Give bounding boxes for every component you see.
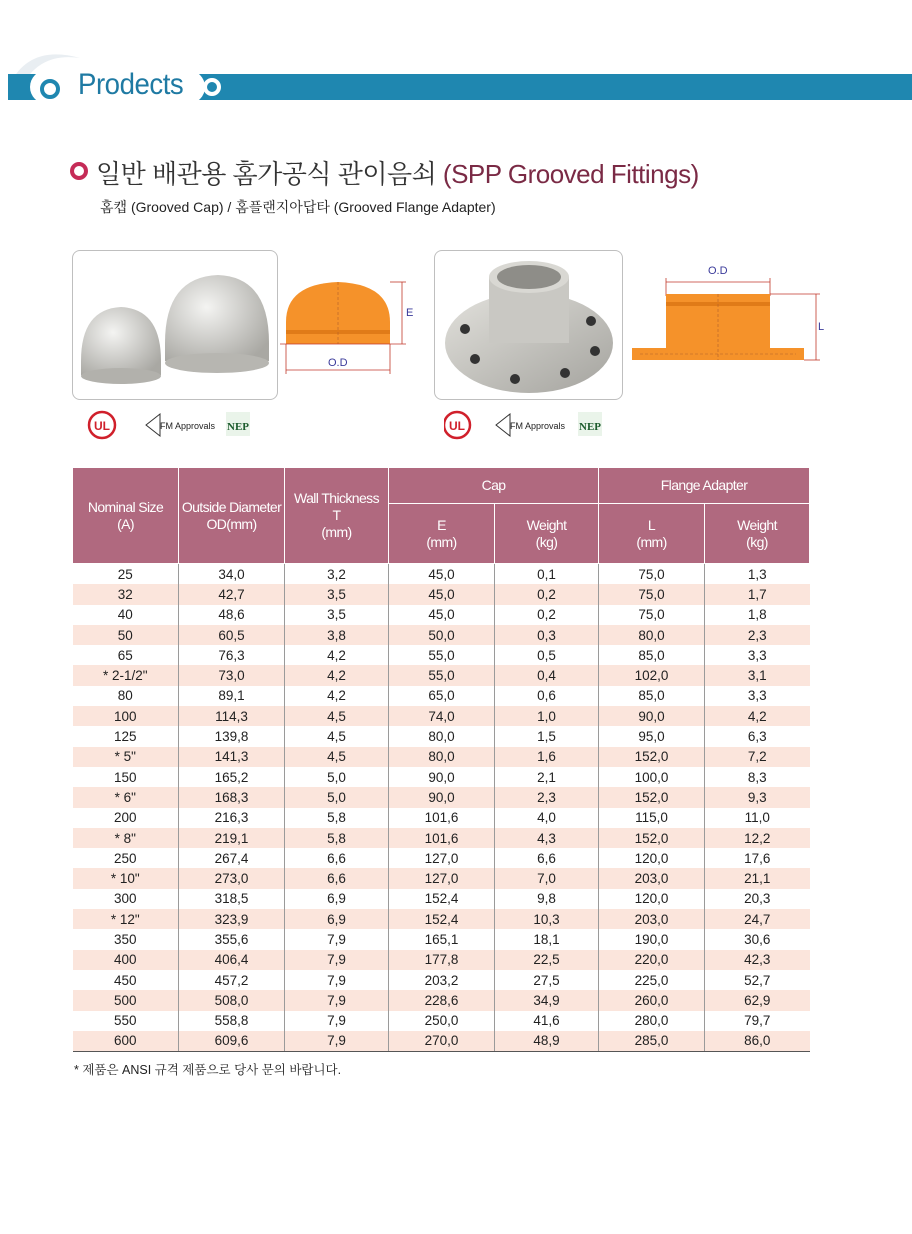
cell-flange-l: 102,0 xyxy=(599,665,705,685)
cell-outside-diameter: 34,0 xyxy=(179,564,285,585)
cell-flange-l: 115,0 xyxy=(599,808,705,828)
cell-cap-e: 74,0 xyxy=(389,706,495,726)
grooved-flange-adapter-photo xyxy=(434,250,623,400)
cell-outside-diameter: 42,7 xyxy=(179,584,285,604)
cell-cap-weight: 1,6 xyxy=(495,747,599,767)
grooved-cap-image xyxy=(73,251,277,399)
header-nominal-size xyxy=(73,468,179,564)
cell-nominal-size: 300 xyxy=(73,889,179,909)
cell-nominal-size: 550 xyxy=(73,1011,179,1031)
cell-outside-diameter: 267,4 xyxy=(179,848,285,868)
cell-cap-weight: 48,9 xyxy=(495,1031,599,1052)
grooved-flange-adapter-image xyxy=(435,251,622,399)
cell-nominal-size: * 6" xyxy=(73,787,179,807)
cell-outside-diameter: 48,6 xyxy=(179,605,285,625)
cell-cap-weight: 0,5 xyxy=(495,645,599,665)
header-nominal-size-label: Nominal Size xyxy=(87,498,164,515)
header-flange-weight xyxy=(705,504,810,564)
cell-nominal-size: * 8" xyxy=(73,828,179,848)
cell-outside-diameter: 168,3 xyxy=(179,787,285,807)
cell-flange-l: 220,0 xyxy=(599,950,705,970)
table-row xyxy=(73,868,810,888)
cell-wall-thickness: 5,8 xyxy=(285,808,389,828)
cell-outside-diameter: 73,0 xyxy=(179,665,285,685)
cell-wall-thickness: 7,9 xyxy=(285,929,389,949)
table-row xyxy=(73,929,810,949)
cell-nominal-size: 65 xyxy=(73,645,179,665)
header-bullet-icon xyxy=(40,79,60,99)
table-row xyxy=(73,808,810,828)
cell-flange-l: 75,0 xyxy=(599,584,705,604)
cell-cap-e: 45,0 xyxy=(389,564,495,585)
cell-wall-thickness: 4,2 xyxy=(285,686,389,706)
table-row xyxy=(73,584,810,604)
cell-outside-diameter: 114,3 xyxy=(179,706,285,726)
cell-outside-diameter: 457,2 xyxy=(179,970,285,990)
table-row xyxy=(73,848,810,868)
cell-cap-weight: 2,1 xyxy=(495,767,599,787)
cell-cap-e: 127,0 xyxy=(389,868,495,888)
cell-flange-weight: 1,7 xyxy=(705,584,810,604)
cell-nominal-size: * 2-1/2" xyxy=(73,665,179,685)
cell-flange-weight: 62,9 xyxy=(705,990,810,1010)
header-cap-e-label: E xyxy=(437,516,446,533)
cell-outside-diameter: 89,1 xyxy=(179,686,285,706)
cell-cap-weight: 0,1 xyxy=(495,564,599,585)
cell-outside-diameter: 609,6 xyxy=(179,1031,285,1052)
cell-outside-diameter: 60,5 xyxy=(179,625,285,645)
ul-logo-icon xyxy=(444,412,470,438)
cell-flange-weight: 30,6 xyxy=(705,929,810,949)
cell-flange-l: 152,0 xyxy=(599,747,705,767)
cell-outside-diameter: 76,3 xyxy=(179,645,285,665)
cell-cap-weight: 18,1 xyxy=(495,929,599,949)
cell-flange-weight: 1,8 xyxy=(705,605,810,625)
cell-cap-e: 45,0 xyxy=(389,584,495,604)
cell-cap-e: 152,4 xyxy=(389,889,495,909)
cell-wall-thickness: 3,5 xyxy=(285,584,389,604)
specification-table-body xyxy=(73,564,810,1052)
cell-flange-l: 260,0 xyxy=(599,990,705,1010)
cell-outside-diameter: 406,4 xyxy=(179,950,285,970)
section-title-english: (SPP Grooved Fittings) xyxy=(442,159,699,189)
table-row xyxy=(73,605,810,625)
cell-cap-e: 270,0 xyxy=(389,1031,495,1052)
cell-flange-weight: 86,0 xyxy=(705,1031,810,1052)
cell-wall-thickness: 4,2 xyxy=(285,665,389,685)
cell-cap-e: 203,2 xyxy=(389,970,495,990)
header-flange-l-label: L xyxy=(647,516,656,533)
section-subtitle: 홈캡 (Grooved Cap) / 홈플랜지아답타 (Grooved Flange Adapter) xyxy=(100,199,496,215)
cell-cap-weight: 0,3 xyxy=(495,625,599,645)
cell-flange-l: 225,0 xyxy=(599,970,705,990)
cell-flange-l: 90,0 xyxy=(599,706,705,726)
cell-flange-weight: 8,3 xyxy=(705,767,810,787)
flange-height-label: L xyxy=(818,321,825,333)
cell-cap-e: 80,0 xyxy=(389,747,495,767)
cell-wall-thickness: 7,9 xyxy=(285,990,389,1010)
table-row xyxy=(73,950,810,970)
cell-cap-weight: 34,9 xyxy=(495,990,599,1010)
cell-flange-weight: 7,2 xyxy=(705,747,810,767)
cell-flange-l: 85,0 xyxy=(599,645,705,665)
fm-approvals-logo-text: FM Approvals xyxy=(160,421,216,431)
header-outside-diameter xyxy=(179,468,285,564)
cell-nominal-size: 600 xyxy=(73,1031,179,1052)
cell-flange-l: 85,0 xyxy=(599,686,705,706)
cell-cap-e: 101,6 xyxy=(389,828,495,848)
cell-wall-thickness: 5,0 xyxy=(285,767,389,787)
cell-nominal-size: 32 xyxy=(73,584,179,604)
header-outside-diameter-unit: OD(mm) xyxy=(206,515,257,532)
table-row xyxy=(73,726,810,746)
cell-cap-weight: 6,6 xyxy=(495,848,599,868)
cell-flange-weight: 12,2 xyxy=(705,828,810,848)
header-cap: Cap xyxy=(389,468,599,504)
cell-flange-weight: 2,3 xyxy=(705,625,810,645)
cell-nominal-size: * 12" xyxy=(73,909,179,929)
cell-wall-thickness: 5,8 xyxy=(285,828,389,848)
header-wall-thickness-label: Wall Thickness xyxy=(294,490,379,506)
section-title xyxy=(96,154,699,191)
cell-cap-weight: 4,3 xyxy=(495,828,599,848)
cell-cap-weight: 2,3 xyxy=(495,787,599,807)
table-row xyxy=(73,564,810,585)
cell-wall-thickness: 4,5 xyxy=(285,726,389,746)
header-cap-weight-label: Weight xyxy=(526,516,567,533)
cell-nominal-size: 350 xyxy=(73,929,179,949)
cell-cap-e: 165,1 xyxy=(389,929,495,949)
cell-wall-thickness: 3,5 xyxy=(285,605,389,625)
cell-nominal-size: 125 xyxy=(73,726,179,746)
cell-outside-diameter: 323,9 xyxy=(179,909,285,929)
cell-flange-weight: 1,3 xyxy=(705,564,810,585)
header-nominal-size-unit: (A) xyxy=(117,515,134,532)
cell-wall-thickness: 7,9 xyxy=(285,950,389,970)
cell-cap-e: 55,0 xyxy=(389,645,495,665)
grooved-cap-diagram xyxy=(280,270,420,380)
cell-flange-l: 152,0 xyxy=(599,828,705,848)
cell-outside-diameter: 355,6 xyxy=(179,929,285,949)
cell-cap-e: 45,0 xyxy=(389,605,495,625)
certification-logos-cap xyxy=(86,408,276,442)
cell-nominal-size: 400 xyxy=(73,950,179,970)
cell-flange-weight: 4,2 xyxy=(705,706,810,726)
cell-flange-weight: 52,7 xyxy=(705,970,810,990)
header-wall-thickness xyxy=(285,468,389,564)
cell-flange-weight: 3,3 xyxy=(705,686,810,706)
header-cap-weight-unit: (kg) xyxy=(535,533,558,550)
cell-outside-diameter: 165,2 xyxy=(179,767,285,787)
nep-logo-text: NEP xyxy=(227,421,249,433)
cell-wall-thickness: 6,9 xyxy=(285,909,389,929)
cell-cap-weight: 0,4 xyxy=(495,665,599,685)
cell-wall-thickness: 6,6 xyxy=(285,848,389,868)
cell-cap-e: 50,0 xyxy=(389,625,495,645)
table-row xyxy=(73,889,810,909)
cell-flange-l: 95,0 xyxy=(599,726,705,746)
cell-cap-e: 90,0 xyxy=(389,787,495,807)
fm-approvals-logo-text: FM Approvals xyxy=(510,421,566,431)
cell-nominal-size: 40 xyxy=(73,605,179,625)
cell-nominal-size: * 10" xyxy=(73,868,179,888)
cell-cap-e: 127,0 xyxy=(389,848,495,868)
cell-wall-thickness: 4,5 xyxy=(285,747,389,767)
cell-wall-thickness: 7,9 xyxy=(285,1011,389,1031)
section-bullet-icon xyxy=(70,162,88,180)
cell-nominal-size: 100 xyxy=(73,706,179,726)
table-row xyxy=(73,909,810,929)
cell-cap-e: 90,0 xyxy=(389,767,495,787)
table-row xyxy=(73,665,810,685)
table-row xyxy=(73,1011,810,1031)
cell-cap-e: 177,8 xyxy=(389,950,495,970)
footnote: * 제품은 ANSI 규격 제품으로 당사 문의 바랍니다. xyxy=(74,1063,342,1077)
ul-logo-text: UL xyxy=(94,419,110,433)
header-flange-adapter: Flange Adapter xyxy=(599,468,810,504)
cap-width-label: O.D xyxy=(328,357,348,369)
cell-flange-l: 285,0 xyxy=(599,1031,705,1052)
header-cap-e xyxy=(389,504,495,564)
cell-outside-diameter: 216,3 xyxy=(179,808,285,828)
header-cap-weight xyxy=(495,504,599,564)
cell-cap-weight: 22,5 xyxy=(495,950,599,970)
cell-outside-diameter: 139,8 xyxy=(179,726,285,746)
cell-nominal-size: 200 xyxy=(73,808,179,828)
cell-flange-weight: 6,3 xyxy=(705,726,810,746)
cell-flange-l: 75,0 xyxy=(599,605,705,625)
cell-flange-weight: 21,1 xyxy=(705,868,810,888)
cell-wall-thickness: 4,2 xyxy=(285,645,389,665)
cell-cap-e: 228,6 xyxy=(389,990,495,1010)
cell-cap-e: 65,0 xyxy=(389,686,495,706)
cell-cap-e: 250,0 xyxy=(389,1011,495,1031)
grooved-flange-adapter-diagram xyxy=(630,262,835,372)
cell-cap-e: 152,4 xyxy=(389,909,495,929)
cell-wall-thickness: 3,2 xyxy=(285,564,389,585)
cell-flange-weight: 79,7 xyxy=(705,1011,810,1031)
cell-flange-weight: 42,3 xyxy=(705,950,810,970)
table-row xyxy=(73,645,810,665)
cell-cap-e: 55,0 xyxy=(389,665,495,685)
cell-cap-weight: 7,0 xyxy=(495,868,599,888)
certification-logos-flange xyxy=(444,408,634,442)
table-row xyxy=(73,828,810,848)
table-row xyxy=(73,686,810,706)
cell-flange-l: 120,0 xyxy=(599,848,705,868)
cell-cap-weight: 1,0 xyxy=(495,706,599,726)
cell-nominal-size: 250 xyxy=(73,848,179,868)
cell-wall-thickness: 5,0 xyxy=(285,787,389,807)
cell-outside-diameter: 318,5 xyxy=(179,889,285,909)
cell-flange-l: 75,0 xyxy=(599,564,705,585)
cell-outside-diameter: 141,3 xyxy=(179,747,285,767)
cell-nominal-size: 450 xyxy=(73,970,179,990)
cap-height-label: E xyxy=(406,307,414,319)
nep-logo-icon xyxy=(226,412,250,436)
cell-cap-weight: 9,8 xyxy=(495,889,599,909)
header-flange-weight-unit: (kg) xyxy=(746,533,768,550)
grooved-cap-photo xyxy=(72,250,278,400)
cell-flange-l: 152,0 xyxy=(599,787,705,807)
cell-flange-weight: 3,1 xyxy=(705,665,810,685)
cell-cap-weight: 10,3 xyxy=(495,909,599,929)
header-flange-weight-label: Weight xyxy=(737,516,777,533)
cell-flange-weight: 24,7 xyxy=(705,909,810,929)
cell-flange-weight: 3,3 xyxy=(705,645,810,665)
table-row xyxy=(73,970,810,990)
header-flange-l-unit: (mm) xyxy=(636,533,667,550)
header-cap-e-unit: (mm) xyxy=(426,533,457,550)
nep-logo-icon xyxy=(578,412,602,436)
cell-outside-diameter: 273,0 xyxy=(179,868,285,888)
cell-nominal-size: * 5" xyxy=(73,747,179,767)
nep-logo-text: NEP xyxy=(579,421,601,433)
cell-cap-e: 101,6 xyxy=(389,808,495,828)
flange-width-label: O.D xyxy=(708,265,728,277)
cell-wall-thickness: 4,5 xyxy=(285,706,389,726)
cell-cap-weight: 1,5 xyxy=(495,726,599,746)
header-wall-thickness-unit: (mm) xyxy=(321,524,352,540)
cell-outside-diameter: 219,1 xyxy=(179,828,285,848)
fm-approvals-logo-icon xyxy=(496,414,566,436)
cell-flange-weight: 11,0 xyxy=(705,808,810,828)
cell-flange-l: 203,0 xyxy=(599,868,705,888)
table-row xyxy=(73,787,810,807)
ul-logo-icon xyxy=(89,412,115,438)
cell-nominal-size: 25 xyxy=(73,564,179,585)
cell-wall-thickness: 3,8 xyxy=(285,625,389,645)
specification-table xyxy=(72,467,810,1052)
cell-nominal-size: 150 xyxy=(73,767,179,787)
cell-wall-thickness: 6,9 xyxy=(285,889,389,909)
table-row xyxy=(73,1031,810,1052)
cell-flange-weight: 17,6 xyxy=(705,848,810,868)
cell-outside-diameter: 508,0 xyxy=(179,990,285,1010)
section-title-korean: 일반 배관용 홈가공식 관이음쇠 xyxy=(96,159,437,189)
cell-flange-l: 80,0 xyxy=(599,625,705,645)
cell-flange-weight: 9,3 xyxy=(705,787,810,807)
cell-wall-thickness: 7,9 xyxy=(285,1031,389,1052)
cell-flange-weight: 20,3 xyxy=(705,889,810,909)
fm-approvals-logo-icon xyxy=(146,414,216,436)
cell-flange-l: 203,0 xyxy=(599,909,705,929)
cell-flange-l: 120,0 xyxy=(599,889,705,909)
cell-cap-weight: 0,2 xyxy=(495,584,599,604)
table-row xyxy=(73,990,810,1010)
cell-nominal-size: 50 xyxy=(73,625,179,645)
cell-cap-e: 80,0 xyxy=(389,726,495,746)
header-flange-l xyxy=(599,504,705,564)
cell-cap-weight: 0,2 xyxy=(495,605,599,625)
cell-nominal-size: 500 xyxy=(73,990,179,1010)
ul-logo-text: UL xyxy=(449,419,465,433)
table-row xyxy=(73,767,810,787)
cell-flange-l: 100,0 xyxy=(599,767,705,787)
cell-flange-l: 280,0 xyxy=(599,1011,705,1031)
header-wall-thickness-symbol: T xyxy=(332,507,341,523)
cell-cap-weight: 27,5 xyxy=(495,970,599,990)
cell-cap-weight: 4,0 xyxy=(495,808,599,828)
table-row xyxy=(73,706,810,726)
cell-outside-diameter: 558,8 xyxy=(179,1011,285,1031)
header-ring-icon xyxy=(203,78,221,96)
cell-nominal-size: 80 xyxy=(73,686,179,706)
header-outside-diameter-label: Outside Diameter xyxy=(181,498,282,515)
cell-wall-thickness: 6,6 xyxy=(285,868,389,888)
cell-wall-thickness: 7,9 xyxy=(285,970,389,990)
cell-cap-weight: 0,6 xyxy=(495,686,599,706)
table-row xyxy=(73,747,810,767)
table-row xyxy=(73,625,810,645)
cell-flange-l: 190,0 xyxy=(599,929,705,949)
header-title: Prodects xyxy=(78,68,184,101)
cell-cap-weight: 41,6 xyxy=(495,1011,599,1031)
